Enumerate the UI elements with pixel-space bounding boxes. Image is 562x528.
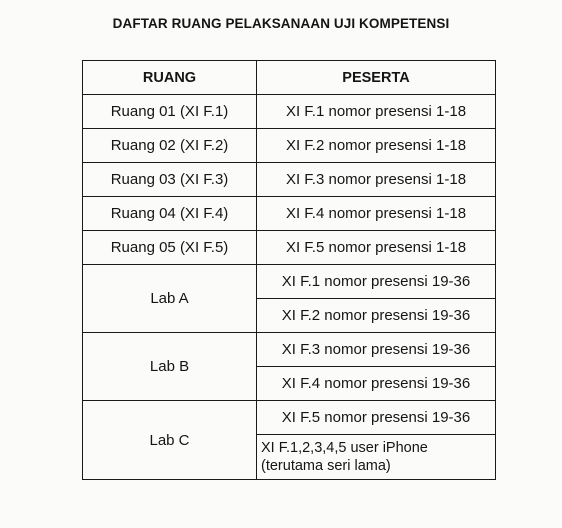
participant-cell: XI F.4 nomor presensi 19-36 (257, 367, 496, 401)
note-line-2: (terutama seri lama) (261, 458, 391, 474)
participant-cell: XI F.5 nomor presensi 19-36 (257, 401, 496, 435)
header-participants: PESERTA (257, 61, 496, 95)
participant-cell: XI F.4 nomor presensi 1-18 (257, 197, 496, 231)
room-cell: Ruang 05 (XI F.5) (83, 231, 257, 265)
room-table (82, 60, 496, 480)
participant-cell: XI F.3 nomor presensi 1-18 (257, 163, 496, 197)
room-cell: Lab A (83, 265, 257, 333)
participant-cell: XI F.2 nomor presensi 1-18 (257, 129, 496, 163)
room-cell: Lab C (83, 401, 257, 480)
table-row (83, 401, 496, 435)
participant-cell-note (257, 435, 496, 480)
room-cell: Lab B (83, 333, 257, 401)
participant-cell: XI F.2 nomor presensi 19-36 (257, 299, 496, 333)
room-cell: Ruang 01 (XI F.1) (83, 95, 257, 129)
table-row (83, 231, 496, 265)
note-line-1: XI F.1,2,3,4,5 user iPhone (261, 440, 428, 456)
participant-cell: XI F.1 nomor presensi 1-18 (257, 95, 496, 129)
room-cell: Ruang 04 (XI F.4) (83, 197, 257, 231)
room-cell: Ruang 03 (XI F.3) (83, 163, 257, 197)
table-row (83, 197, 496, 231)
table-row (83, 95, 496, 129)
table-row (83, 163, 496, 197)
table-row (83, 129, 496, 163)
document-title: DAFTAR RUANG PELAKSANAAN UJI KOMPETENSI (112, 16, 450, 31)
participant-cell: XI F.1 nomor presensi 19-36 (257, 265, 496, 299)
table-header-row (83, 61, 496, 95)
table-row (83, 333, 496, 367)
participant-cell: XI F.3 nomor presensi 19-36 (257, 333, 496, 367)
table-row (83, 265, 496, 299)
participant-cell: XI F.5 nomor presensi 1-18 (257, 231, 496, 265)
header-room: RUANG (83, 61, 257, 95)
room-cell: Ruang 02 (XI F.2) (83, 129, 257, 163)
